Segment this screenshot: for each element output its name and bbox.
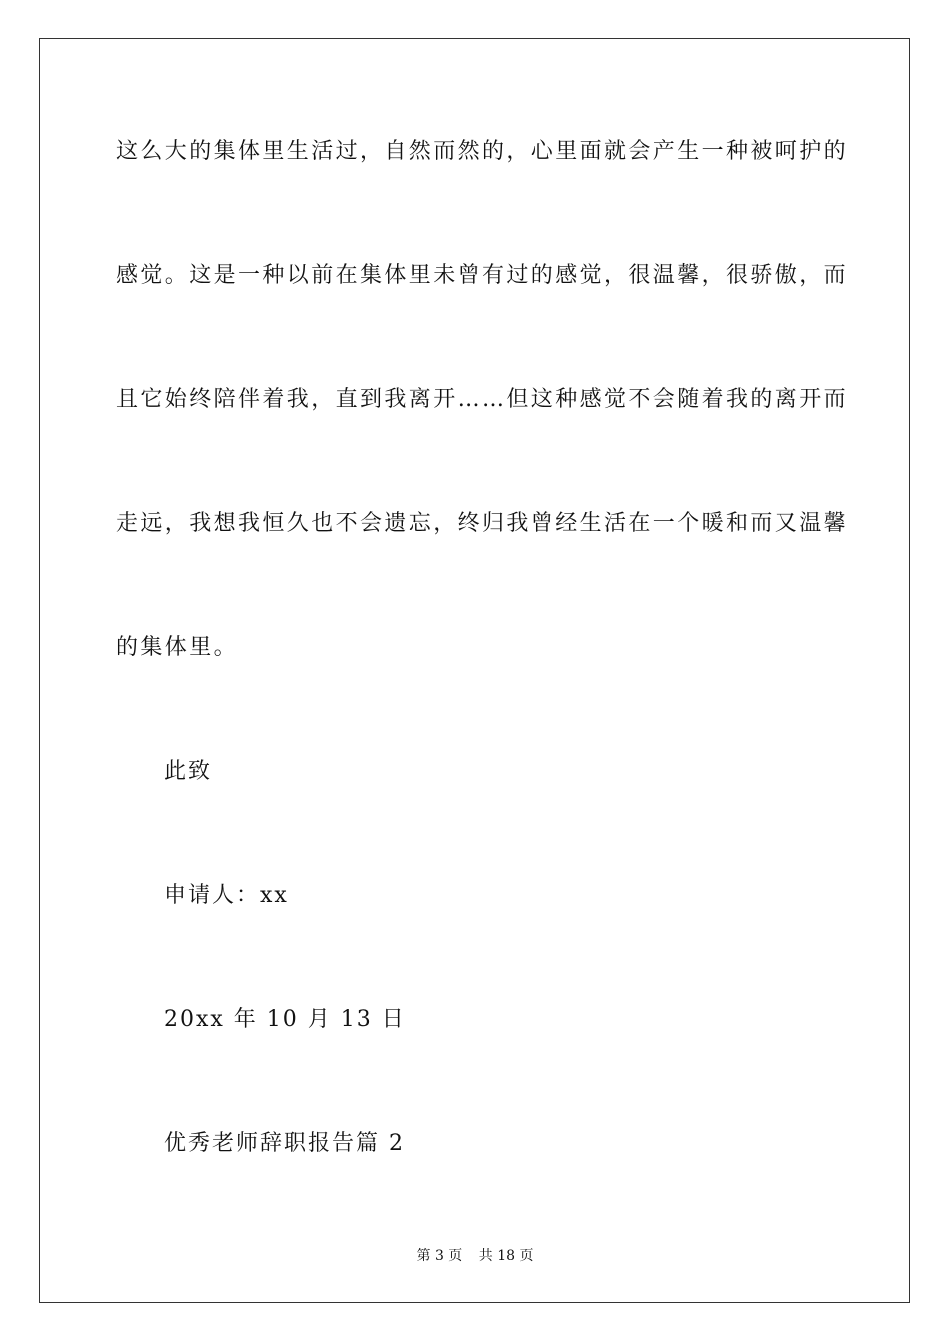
section-heading: 优秀老师辞职报告篇 2 <box>164 1131 405 1156</box>
page-border <box>39 38 910 1303</box>
page-number: 第 3 页 <box>416 1248 463 1264</box>
date-line: 20xx 年 10 月 13 日 <box>164 1007 406 1032</box>
applicant-line: 申请人：xx <box>164 883 289 908</box>
body-line-1: 这么大的集体里生活过，自然而然的，心里面就会产生一种被呵护的 <box>116 139 849 164</box>
page-footer <box>0 1246 950 1266</box>
body-line-3: 且它始终陪伴着我，直到我离开……但这种感觉不会随着我的离开而 <box>116 387 849 412</box>
body-line-4: 走远，我想我恒久也不会遗忘，终归我曾经生活在一个暖和而又温馨 <box>116 511 849 536</box>
page-total: 共 18 页 <box>478 1248 534 1264</box>
closing-salutation: 此致 <box>164 759 213 784</box>
body-line-5: 的集体里。 <box>116 635 239 660</box>
body-line-2: 感觉。这是一种以前在集体里未曾有过的感觉，很温馨，很骄傲，而 <box>116 263 849 288</box>
